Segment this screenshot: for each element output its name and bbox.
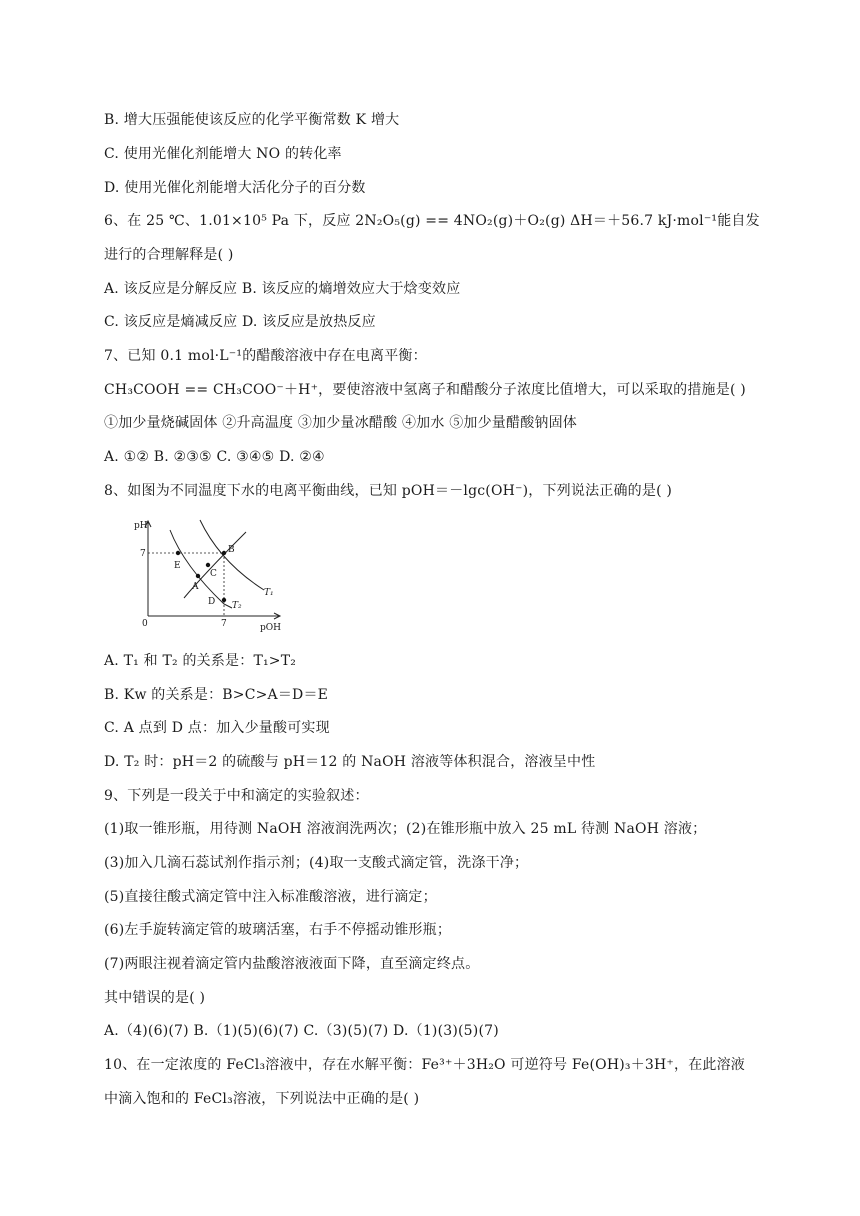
- point-d: [222, 598, 226, 602]
- curve-t1-label: T₁: [264, 588, 274, 598]
- q9-options: A.（4)(6)(7) B.（1)(5)(6)(7) C.（3)(5)(7) D.（1)(3)(5)(7): [104, 1023, 499, 1039]
- q6-stem-line2: 进行的合理解释是( ): [104, 247, 234, 263]
- q5-option-c: C. 使用光催化剂能增大 NO 的转化率: [104, 146, 342, 162]
- q7-options: A. ①② B. ②③⑤ C. ③④⑤ D. ②④: [104, 449, 325, 465]
- q9-step-5: (5)直接往酸式滴定管中注入标准酸溶液，进行滴定；: [104, 889, 437, 905]
- point-a: [196, 574, 200, 578]
- point-b: [222, 551, 226, 555]
- q9-step-6: (6)左手旋转滴定管的玻璃活塞，右手不停摇动锥形瓶；: [104, 922, 452, 938]
- y-axis-label: pH: [134, 521, 148, 531]
- q8-stem: 8、如图为不同温度下水的电离平衡曲线，已知 pOH＝－lgc(OH⁻)，下列说法正确的是( ): [104, 483, 673, 499]
- origin-label: 0: [142, 619, 148, 629]
- x-axis-label: pOH: [260, 623, 281, 632]
- q5-option-d: D. 使用光催化剂能增大活化分子的百分数: [104, 180, 366, 196]
- q5-option-b: B. 增大压强能使该反应的化学平衡常数 K 增大: [104, 112, 400, 128]
- q7-stem-line2: CH₃COOH == CH₃COO⁻＋H⁺，要使溶液中氢离子和醋酸分子浓度比值增大，可以采取的措施是( ): [104, 382, 746, 398]
- point-e-label: E: [174, 561, 181, 571]
- diagram-svg: [128, 512, 288, 632]
- y-tick-label: 7: [140, 549, 146, 559]
- q6-options-ab: A. 该反应是分解反应 B. 该反应的熵增效应大于焓变效应: [104, 281, 461, 297]
- q7-measures: ①加少量烧碱固体 ②升高温度 ③加少量冰醋酸 ④加水 ⑤加少量醋酸钠固体: [104, 415, 577, 431]
- curve-t2-label: T₂: [232, 601, 242, 611]
- q9-step-1-2: (1)取一锥形瓶，用待测 NaOH 溶液润洗两次；(2)在锥形瓶中放入 25 mL 待测 NaOH 溶液；: [104, 821, 707, 837]
- point-c-label: C: [210, 569, 217, 579]
- q8-option-c: C. A 点到 D 点：加入少量酸可实现: [104, 720, 330, 736]
- q9-question: 其中错误的是( ): [104, 990, 206, 1006]
- q6-options-cd: C. 该反应是熵减反应 D. 该反应是放热反应: [104, 314, 376, 330]
- point-a-label: A: [192, 582, 199, 592]
- point-b-label: B: [228, 545, 235, 555]
- point-c: [206, 563, 210, 567]
- q10-stem-line2: 中滴入饱和的 FeCl₃溶液，下列说法中正确的是( ): [104, 1091, 420, 1107]
- x-tick-label: 7: [221, 619, 227, 629]
- q10-stem-line1: 10、在一定浓度的 FeCl₃溶液中，存在水解平衡：Fe³⁺＋3H₂O 可逆符号 Fe(OH)₃＋3H⁺，在此溶液: [104, 1057, 746, 1073]
- point-e: [176, 551, 180, 555]
- q9-stem: 9、下列是一段关于中和滴定的实验叙述：: [104, 788, 369, 804]
- q8-option-a: A. T₁ 和 T₂ 的关系是：T₁>T₂: [104, 653, 297, 669]
- q8-option-b: B. Kw 的关系是：B>C>A＝D＝E: [104, 687, 329, 703]
- q7-stem-line1: 7、已知 0.1 mol·L⁻¹的醋酸溶液中存在电离平衡：: [104, 348, 427, 364]
- water-ionization-diagram: [128, 512, 288, 632]
- curve-t1: [200, 520, 264, 590]
- q9-step-7: (7)两眼注视着滴定管内盐酸溶液液面下降，直至滴定终点。: [104, 956, 480, 972]
- point-d-label: D: [208, 597, 216, 607]
- q8-option-d: D. T₂ 时：pH＝2 的硫酸与 pH＝12 的 NaOH 溶液等体积混合，溶液呈中性: [104, 754, 596, 770]
- q6-stem-line1: 6、在 25 ℃、1.01×10⁵ Pa 下，反应 2N₂O₅(g) == 4NO₂(g)＋O₂(g) ΔH＝＋56.7 kJ·mol⁻¹能自发: [104, 213, 760, 229]
- q9-step-3-4: (3)加入几滴石蕊试剂作指示剂；(4)取一支酸式滴定管，洗涤干净；: [104, 855, 529, 871]
